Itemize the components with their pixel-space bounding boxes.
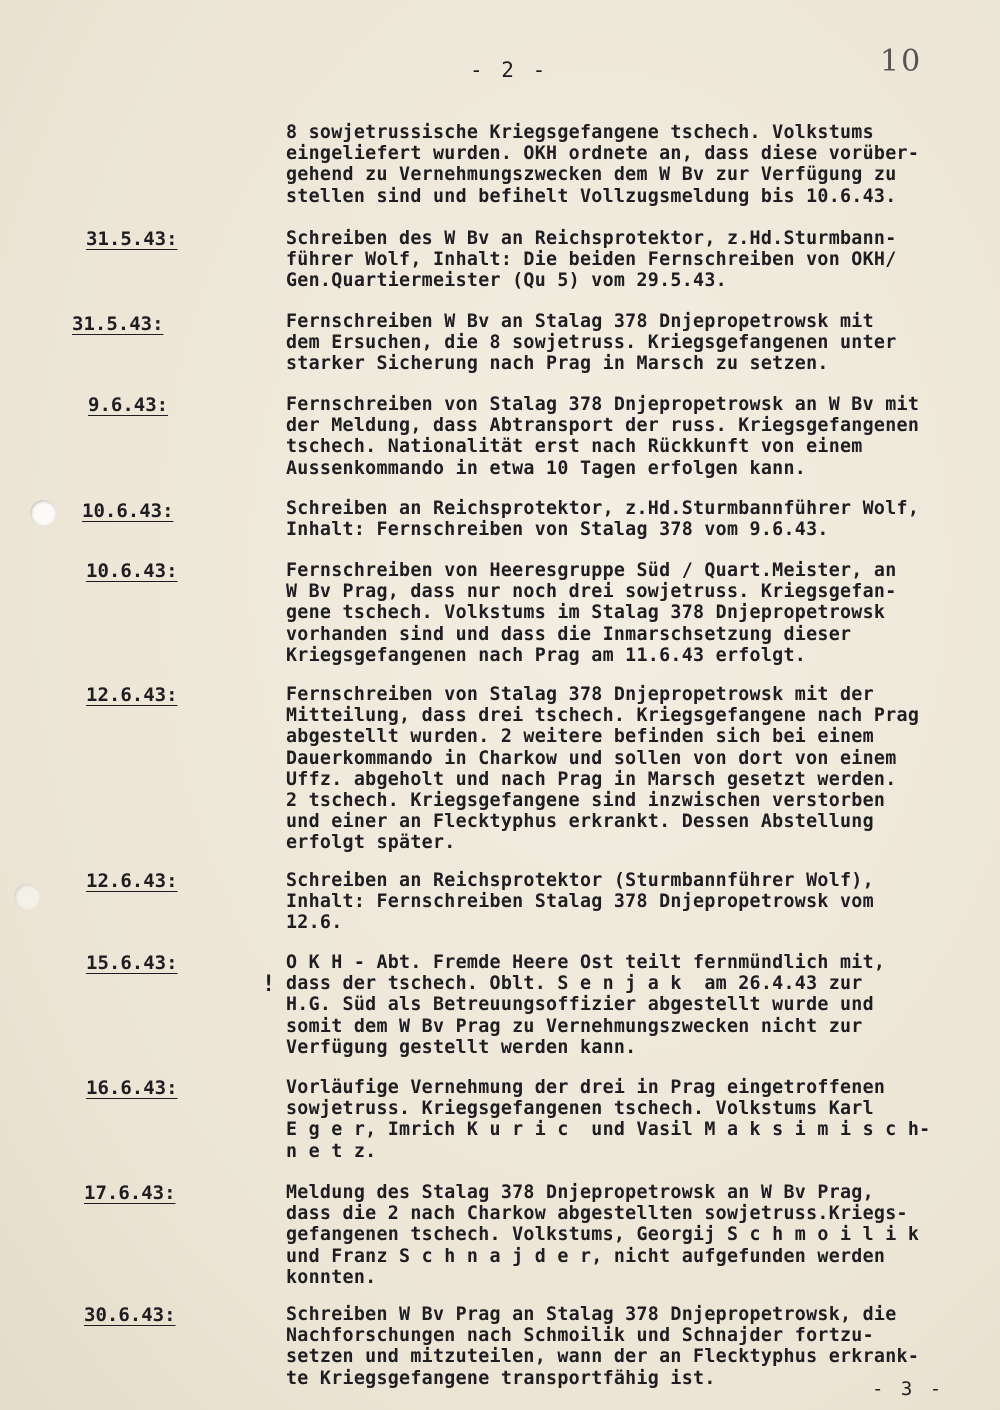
entry-date: 12.6.43: [86,684,178,706]
entry-text: Fernschreiben von Stalag 378 Dnjepropetrowsk an W Bv mit der Meldung, dass Abtransport der russ. Kriegsgefangenen tschech. Nationalität erst nach Rückkunft von einem Aussenkommando in etwa 10 Tagen erfolgen kann. [286,394,920,479]
margin-mark: ! [262,972,276,997]
punch-hole-top [30,500,56,526]
entry-date: 12.6.43: [86,870,178,892]
entry-text: Fernschreiben W Bv an Stalag 378 Dnjepropetrowsk mit dem Ersuchen, die 8 sowjetruss. Kriegsgefangenen unter starker Sicherung nach Prag in Marsch zu setzen. [286,311,897,375]
entry-text: O K H - Abt. Fremde Heere Ost teilt fernmündlich mit, dass der tschech. Oblt. S e n j a k am 26.4.43 zur H.G. Süd als Betreuungsoffizier abgestellt wurde und somit dem W Bv Prag zu Vernehmungszwecken nicht zur Verfügung gestellt werden kann. [286,952,886,1058]
entry-date: 10.6.43: [86,560,178,582]
entry-text: Fernschreiben von Stalag 378 Dnjepropetrowsk mit der Mitteilung, dass drei tschech. Kriegsgefangene nach Prag abgestellt wurden. 2 weitere befinden sich bei einem Dauerkommando in Charkow und sollen von dort von einem Uffz. abgeholt und nach Prag in Marsch gesetzt werden. 2 tschech. Kriegsgefangene sind inzwischen verstorben und einer an Flecktyphus erkrankt. Dessen Abstellung erfolgt später. [286,684,920,854]
entry-date: 30.6.43: [84,1304,176,1326]
entry-text: Schreiben des W Bv an Reichsprotektor, z.Hd.Sturmbann- führer Wolf, Inhalt: Die beiden Fernschreiben von OKH/ Gen.Quartiermeister (Qu 5) vom 29.5.43. [286,228,897,292]
entry-text: Schreiben an Reichsprotektor (Sturmbannführer Wolf), Inhalt: Fernschreiben Stalag 378 Dnjepropetrowsk vom 12.6. [286,870,874,934]
entry-date: 31.5.43: [86,228,178,250]
entry-text: Schreiben an Reichsprotektor, z.Hd.Sturmbannführer Wolf, Inhalt: Fernschreiben von Stalag 378 vom 9.6.43. [286,498,920,541]
entry-date: 15.6.43: [86,952,178,974]
entry-text: Meldung des Stalag 378 Dnjepropetrowsk an W Bv Prag, dass die 2 nach Charkow abgestellten sowjetruss.Kriegs- gefangenen tschech. Volkstums, Georgij S c h m o i l i k und Franz S c h n a j d e r, nicht aufgefunden werden konnten. [286,1182,920,1288]
stamp-number: 10 [880,44,923,79]
entry-text: Schreiben W Bv Prag an Stalag 378 Dnjepropetrowsk, die Nachforschungen nach Schmoilik und Schnajder fortzu- setzen und mitzuteilen, wann der an Flecktyphus erkrank- te Kriegsgefangene transportfähig ist. [286,1304,920,1389]
entry-date: 31.5.43: [72,313,164,335]
entry-date: 9.6.43: [88,394,169,416]
punch-hole-bottom [14,884,40,910]
entry-date: 17.6.43: [84,1182,176,1204]
page-number: - 2 - [470,58,549,82]
entry-text: Vorläufige Vernehmung der drei in Prag eingetroffenen sowjetruss. Kriegsgefangenen tschech. Volkstums Karl E g e r, Imrich K u r i c und Vasil M a k s i m i s c h- n e t z. [286,1077,931,1162]
next-page-number: - 3 - [872,1378,945,1400]
entry-text: 8 sowjetrussische Kriegsgefangene tschech. Volkstums eingeliefert wurden. OKH ordnete an, dass diese vorüber- gehend zu Vernehmungszwecken dem W Bv zur Verfügung zu stellen sind und befihelt Vollzugsmeldung bis 10.6.43. [286,122,920,207]
entry-date: 16.6.43: [86,1077,178,1099]
entry-text: Fernschreiben von Heeresgruppe Süd / Quart.Meister, an W Bv Prag, dass nur noch drei sowjetruss. Kriegsgefan- gene tschech. Volkstums im Stalag 378 Dnjepropetrowsk vorhanden sind und dass die Inmarschsetzung dieser Kriegsgefangenen nach Prag am 11.6.43 erfolgt. [286,560,897,666]
entry-date: 10.6.43: [82,500,174,522]
